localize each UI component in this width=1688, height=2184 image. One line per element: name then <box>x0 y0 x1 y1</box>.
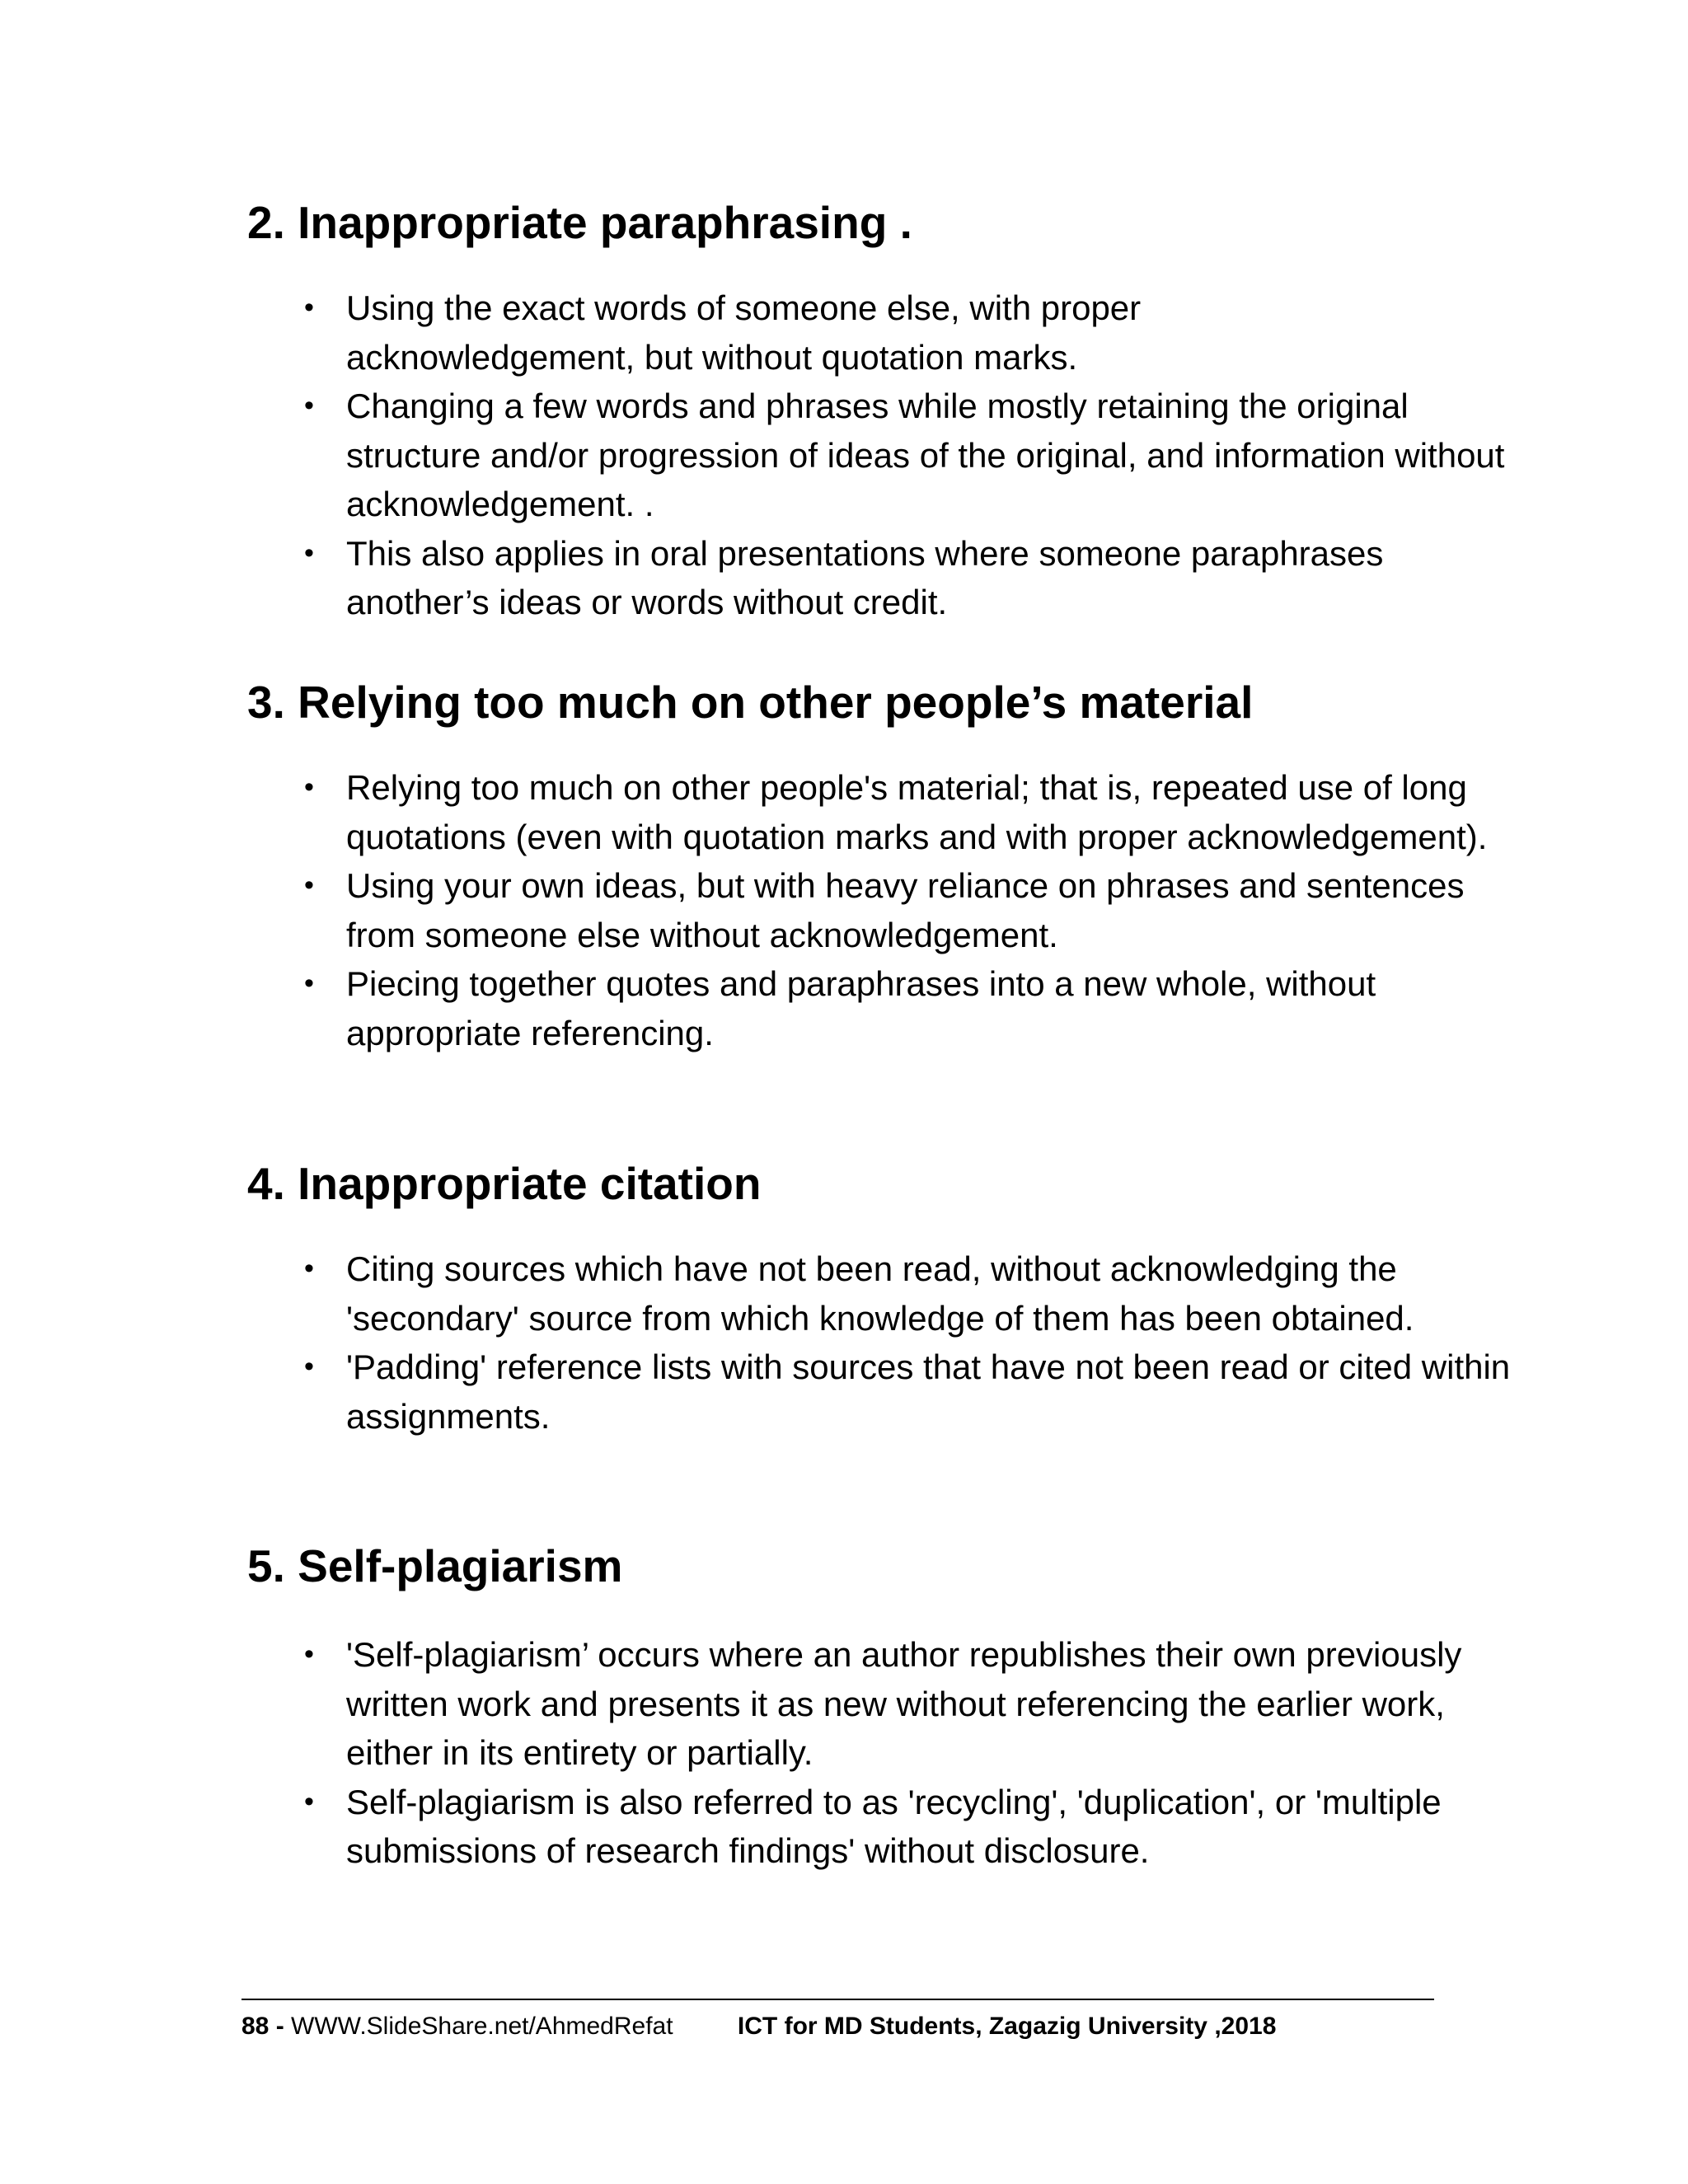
footer-divider <box>241 1999 1434 2000</box>
bullet-icon: • <box>304 771 314 803</box>
list-item <box>247 1778 1525 1876</box>
list-item <box>247 1244 1525 1343</box>
bullet-list <box>247 1630 1462 1876</box>
bullet-icon: • <box>304 968 314 999</box>
bullet-icon: • <box>304 1253 314 1284</box>
bullet-text: Self-plagiarism is also referred to as 'recycling', 'duplication', or 'multiple submissions of research findings' without disclosure. <box>346 1782 1442 1870</box>
list-item <box>247 1343 1525 1441</box>
bullet-icon: • <box>304 390 314 421</box>
list-item <box>247 959 1525 1057</box>
list-item <box>247 382 1517 529</box>
bullet-icon: • <box>304 1785 314 1817</box>
footer-text <box>241 2010 1434 2043</box>
footer-course-title: ICT for MD Students, Zagazig University ,2018 <box>737 2013 1277 2040</box>
section-heading: 5. Self-plagiarism <box>247 1540 623 1591</box>
section-self-plagiarism <box>247 1540 1462 1876</box>
bullet-list <box>247 763 1488 1057</box>
section-heading: 2. Inappropriate paraphrasing . <box>247 197 912 248</box>
bullet-text: Citing sources which have not been read, without acknowledging the 'secondary' source from which knowledge of them has been obtained. <box>346 1249 1414 1338</box>
section-relying-on-others <box>247 676 1488 1057</box>
bullet-text: Piecing together quotes and paraphrases into a new whole, without appropriate referencing. <box>346 964 1376 1052</box>
bullet-text: Using your own ideas, but with heavy reliance on phrases and sentences from someone else without acknowledgement. <box>346 866 1465 954</box>
bullet-icon: • <box>304 1351 314 1382</box>
bullet-icon: • <box>304 537 314 569</box>
section-inappropriate-paraphrasing <box>247 196 1505 627</box>
bullet-list <box>247 284 1505 627</box>
section-heading: 4. Inappropriate citation <box>247 1158 762 1209</box>
bullet-text: 'Padding' reference lists with sources that have not been read or cited within assignments. <box>346 1347 1511 1436</box>
section-heading: 3. Relying too much on other people’s material <box>247 677 1254 728</box>
list-item <box>247 284 1385 382</box>
section-inappropriate-citation <box>247 1157 1511 1441</box>
bullet-text: Using the exact words of someone else, with proper acknowledgement, but without quotation marks. <box>346 288 1142 377</box>
page-footer <box>241 1999 1434 2043</box>
footer-site-link[interactable]: WWW.SlideShare.net/AhmedRefat <box>291 2013 673 2040</box>
bullet-text: Changing a few words and phrases while mostly retaining the original structure and/or progression of ideas of the original, and information without acknowledgement. . <box>346 387 1505 523</box>
list-item <box>247 763 1525 861</box>
bullet-icon: • <box>304 1638 314 1670</box>
bullet-text: This also applies in oral presentations where someone paraphrases another’s ideas or words without credit. <box>346 533 1384 621</box>
bullet-icon: • <box>304 292 314 323</box>
list-item <box>247 529 1385 627</box>
bullet-text: Relying too much on other people's material; that is, repeated use of long quotations (even with quotation marks and with proper acknowledgement). <box>346 768 1488 856</box>
list-item <box>247 1630 1525 1778</box>
page-number: 88 - <box>241 2013 284 2040</box>
bullet-list <box>247 1244 1511 1441</box>
list-item <box>247 861 1525 959</box>
bullet-text: 'Self-plagiarism’ occurs where an author republishes their own previously written work and presents it as new without referencing the earlier work, either in its entirety or partially. <box>346 1635 1462 1772</box>
bullet-icon: • <box>304 869 314 901</box>
